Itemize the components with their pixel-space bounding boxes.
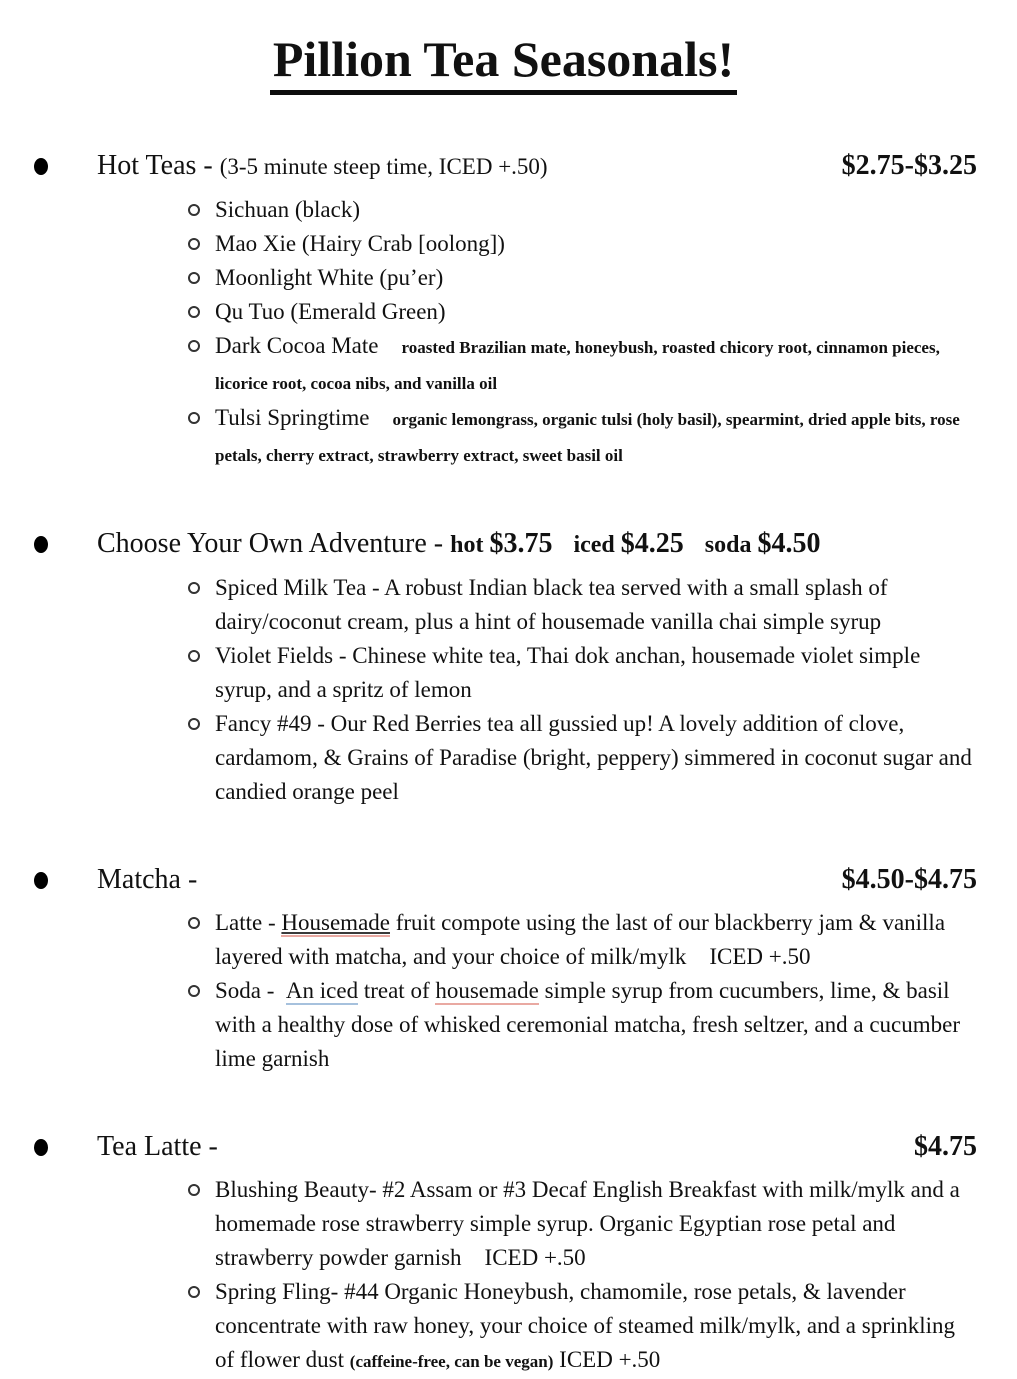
- menu-item: [187, 639, 977, 707]
- item-list: [187, 906, 977, 1076]
- circle-bullet-icon: [188, 306, 200, 318]
- section-title-run: Hot Teas -: [97, 150, 220, 181]
- section-header: [30, 525, 977, 564]
- item-text: [215, 1279, 955, 1372]
- item-text: [215, 197, 360, 222]
- menu-item: [187, 329, 977, 401]
- item-text-run: treat of: [358, 978, 436, 1003]
- item-text-run: simple syrup from cucumbers, lime, & basil with a healthy dose of whisked ceremonial matcha, fresh seltzer, and a cucumber lime garnish: [215, 978, 961, 1071]
- section-title-run: $4.25: [620, 528, 684, 559]
- menu-section: [30, 147, 977, 473]
- section-title-run: $4.50: [757, 528, 821, 559]
- section-title-run: hot: [450, 532, 490, 558]
- section-title: [97, 147, 842, 186]
- menu-item: [187, 571, 977, 639]
- menu-item: [187, 193, 977, 227]
- item-text-run: Sichuan (black): [215, 197, 360, 222]
- circle-bullet-icon: [188, 582, 200, 594]
- item-text: [215, 1177, 960, 1270]
- item-text-run: An iced: [285, 978, 359, 1003]
- circle-bullet-icon: [188, 340, 200, 352]
- item-text: [215, 333, 940, 394]
- bullet-icon: [34, 536, 48, 553]
- item-text-run: ICED +.50: [686, 944, 811, 969]
- item-text-run: [369, 405, 392, 430]
- item-text-run: Dark Cocoa Mate: [215, 333, 379, 358]
- item-text-run: Mao Xie (Hairy Crab [oolong]): [215, 231, 505, 256]
- item-text: [215, 910, 945, 969]
- circle-bullet-icon: [188, 1184, 200, 1196]
- menu-item: [187, 401, 977, 473]
- circle-bullet-icon: [188, 985, 200, 997]
- section-title: [97, 525, 977, 564]
- section-title-run: [552, 528, 573, 559]
- item-list: [187, 193, 977, 473]
- item-text-run: housemade: [435, 978, 539, 1003]
- section-title-run: (3-5 minute steep time, ICED +.50): [219, 154, 548, 179]
- item-text: [215, 711, 972, 804]
- item-text-run: Violet Fields - Chinese white tea, Thai dok anchan, housemade violet simple syrup, and a spritz of lemon: [215, 643, 921, 702]
- item-text-run: fruit compote using the last of our blackberry jam & vanilla layered with matcha, and your choice of milk/mylk: [215, 910, 946, 969]
- circle-bullet-icon: [188, 238, 200, 250]
- menu-item: [187, 261, 977, 295]
- menu-sections: [30, 147, 977, 1379]
- menu-section: [30, 525, 977, 809]
- section-price: $2.75-$3.25: [841, 150, 977, 181]
- item-text-run: (caffeine-free, can be vegan): [349, 1352, 554, 1371]
- circle-bullet-icon: [188, 917, 200, 929]
- item-text-run: roasted Brazilian mate, honeybush, roasted chicory root, cinnamon pieces, licorice root, cocoa nibs, and vanilla oil: [215, 338, 940, 393]
- item-text: [215, 405, 960, 466]
- menu-item: [187, 1275, 977, 1379]
- circle-bullet-icon: [188, 718, 200, 730]
- item-text: [215, 643, 920, 702]
- circle-bullet-icon: [188, 412, 200, 424]
- section-header: [30, 861, 977, 899]
- section-price: $4.50-$4.75: [841, 864, 977, 895]
- circle-bullet-icon: [188, 272, 200, 284]
- menu-item: [187, 974, 977, 1076]
- menu-section: [30, 1128, 977, 1379]
- item-text: [215, 299, 446, 324]
- bullet-icon: [34, 1139, 48, 1156]
- item-text-run: Spring Fling- #44 Organic Honeybush, chamomile, rose petals, & lavender concentrate with raw honey, your choice of steamed milk/mylk, and a sprinkling of flower dust: [215, 1279, 956, 1372]
- section-title: [97, 1128, 914, 1166]
- menu-item: [187, 1173, 977, 1275]
- menu-item: [187, 906, 977, 974]
- page-title: [30, 32, 977, 95]
- item-text-run: Blushing Beauty- #2 Assam or #3 Decaf English Breakfast with milk/mylk and a homemade rose strawberry simple syrup. Organic Egyptian rose petal and strawberry powder garnish: [215, 1177, 960, 1270]
- section-header: [30, 147, 977, 186]
- circle-bullet-icon: [188, 1286, 200, 1298]
- item-text-run: Tulsi Springtime: [215, 405, 370, 430]
- section-title-run: Choose Your Own Adventure -: [97, 528, 451, 559]
- page-title-text: Pillion Tea Seasonals!: [270, 32, 737, 95]
- section-title-run: Tea Latte -: [97, 1131, 218, 1162]
- menu-item: [187, 295, 977, 329]
- menu-page: [30, 32, 977, 1379]
- item-text-run: Moonlight White (pu’er): [215, 265, 444, 290]
- menu-section: [30, 861, 977, 1076]
- item-text-run: Spiced Milk Tea - A robust Indian black tea served with a small splash of dairy/coconut cream, plus a hint of housemade vanilla chai simple syrup: [215, 575, 888, 634]
- item-text-run: Soda -: [215, 978, 286, 1003]
- section-price: $4.75: [914, 1131, 977, 1162]
- item-text-run: [379, 333, 402, 358]
- item-text-run: Latte -: [215, 910, 282, 935]
- menu-item: [187, 227, 977, 261]
- item-text: [215, 978, 960, 1071]
- item-list: [187, 1173, 977, 1379]
- bullet-icon: [34, 872, 48, 889]
- section-title-run: $3.75: [489, 528, 553, 559]
- item-text-run: ICED +.50: [461, 1245, 586, 1270]
- section-title-run: Matcha -: [97, 864, 198, 895]
- item-text-run: Fancy #49 - Our Red Berries tea all gussied up! A lovely addition of clove, cardamom, & Grains of Paradise (bright, peppery) simmered in coconut sugar and candied orange peel: [215, 711, 972, 804]
- item-text: [215, 575, 888, 634]
- section-title-run: [684, 528, 705, 559]
- item-list: [187, 571, 977, 809]
- section-header: [30, 1128, 977, 1166]
- section-title: [97, 861, 842, 899]
- item-text-run: Qu Tuo (Emerald Green): [215, 299, 446, 324]
- menu-item: [187, 707, 977, 809]
- item-text: [215, 231, 505, 256]
- item-text-run: Housemade: [281, 910, 390, 935]
- section-title-run: soda: [704, 532, 758, 558]
- item-text: [215, 265, 443, 290]
- circle-bullet-icon: [188, 650, 200, 662]
- item-text-run: organic lemongrass, organic tulsi (holy basil), spearmint, dried apple bits, rose petals, cherry extract, strawberry extract, sweet basil oil: [215, 410, 960, 465]
- item-text-run: ICED +.50: [553, 1347, 661, 1372]
- circle-bullet-icon: [188, 204, 200, 216]
- section-title-run: iced: [573, 532, 621, 558]
- bullet-icon: [34, 158, 48, 175]
